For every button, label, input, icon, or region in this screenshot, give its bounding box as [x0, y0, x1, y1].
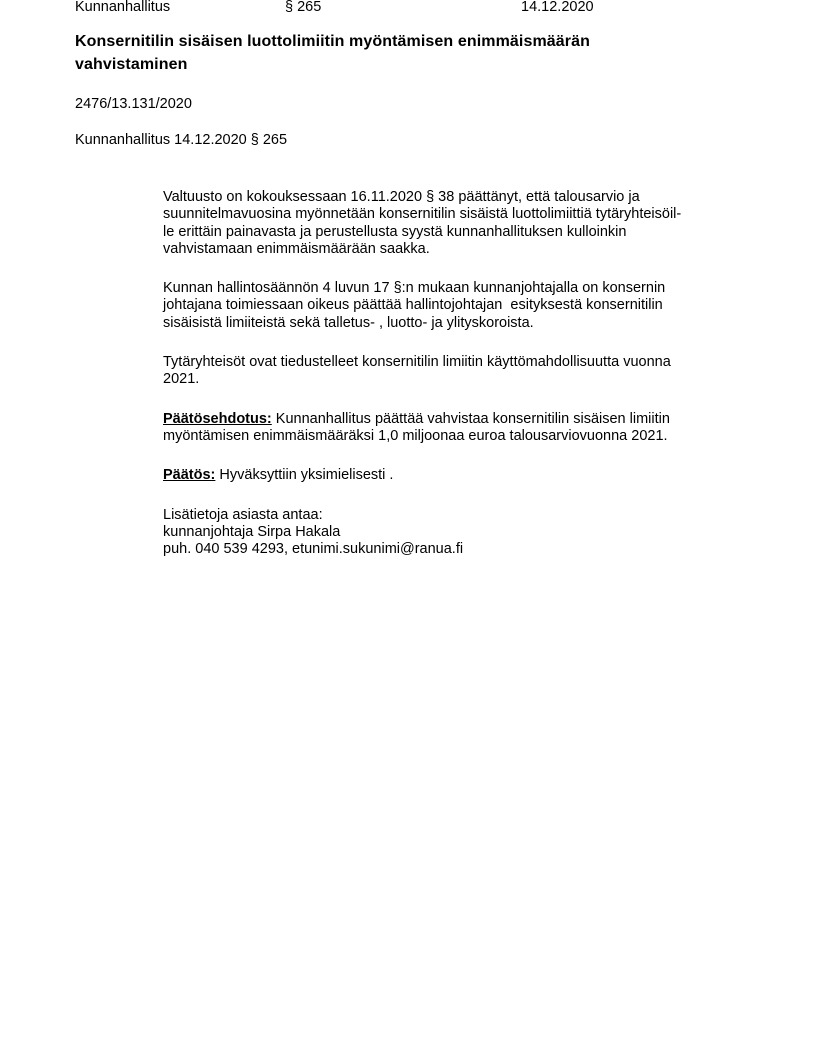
body-line — [163, 467, 813, 484]
header-committee: Kunnanhallitus — [75, 0, 171, 15]
paragraph-background-2 — [163, 280, 813, 332]
body-line: myöntämisen enimmäismääräksi 1,0 miljoonaa euroa talousarviovuonna 2021. — [163, 427, 668, 444]
body-line: Kunnan hallintosäännön 4 luvun 17 §:n mukaan kunnanjohtajalla on konsernin — [163, 280, 666, 297]
document-title-line-1: Konsernitilin sisäisen luottolimiitin myöntämisen enimmäismäärän — [75, 33, 590, 50]
body-line: sisäisistä limiiteistä sekä talletus- , luotto- ja ylityskoroista. — [163, 314, 534, 331]
header-section-number: § 265 — [285, 0, 322, 15]
decision-proposal-label: Päätösehdotus: — [163, 410, 272, 427]
body-line: suunnitelmavuosina myönnetään konsernitilin sisäistä luottolimiittiä tytäryhteisöil- — [163, 206, 682, 223]
body-line: le erittäin painavasta ja perustellusta syystä kunnanhallituksen kulloinkin — [163, 223, 627, 240]
header-date: 14.12.2020 — [521, 0, 594, 15]
paragraph-contact-info — [163, 507, 813, 559]
meeting-reference: Kunnanhallitus 14.12.2020 § 265 — [75, 132, 288, 148]
decision-label: Päätös: — [163, 467, 216, 484]
decision-proposal-text: Kunnanhallitus päättää vahvistaa konsernitilin sisäisen limiitin — [271, 410, 670, 427]
body-line: Tytäryhteisöt ovat tiedustelleet konsernitilin limiitin käyttömahdollisuutta vuonna — [163, 354, 671, 371]
body-line: vahvistamaan enimmäismäärään saakka. — [163, 240, 430, 257]
decision-text: Hyväksyttiin yksimielisesti . — [215, 467, 394, 484]
document-title — [75, 30, 590, 76]
document-body — [163, 189, 813, 580]
body-line: Valtuusto on kokouksessaan 16.11.2020 § 38 päättänyt, että talousarvio ja — [163, 189, 640, 205]
body-line: johtajana toimiessaan oikeus päättää hallintojohtajan esityksestä konsernitilin — [163, 297, 663, 314]
diary-number: 2476/13.131/2020 — [75, 96, 192, 112]
document-title-line-2: vahvistaminen — [75, 56, 188, 73]
contact-phone-email: puh. 040 539 4293, etunimi.sukunimi@ranua.fi — [163, 541, 464, 558]
contact-intro: Lisätietoja asiasta antaa: — [163, 506, 323, 523]
paragraph-background-1 — [163, 189, 813, 258]
paragraph-decision — [163, 467, 813, 484]
contact-person: kunnanjohtaja Sirpa Hakala — [163, 523, 341, 540]
body-line: 2021. — [163, 371, 200, 388]
paragraph-decision-proposal — [163, 411, 813, 446]
paragraph-background-3 — [163, 354, 813, 389]
body-line — [163, 411, 813, 428]
